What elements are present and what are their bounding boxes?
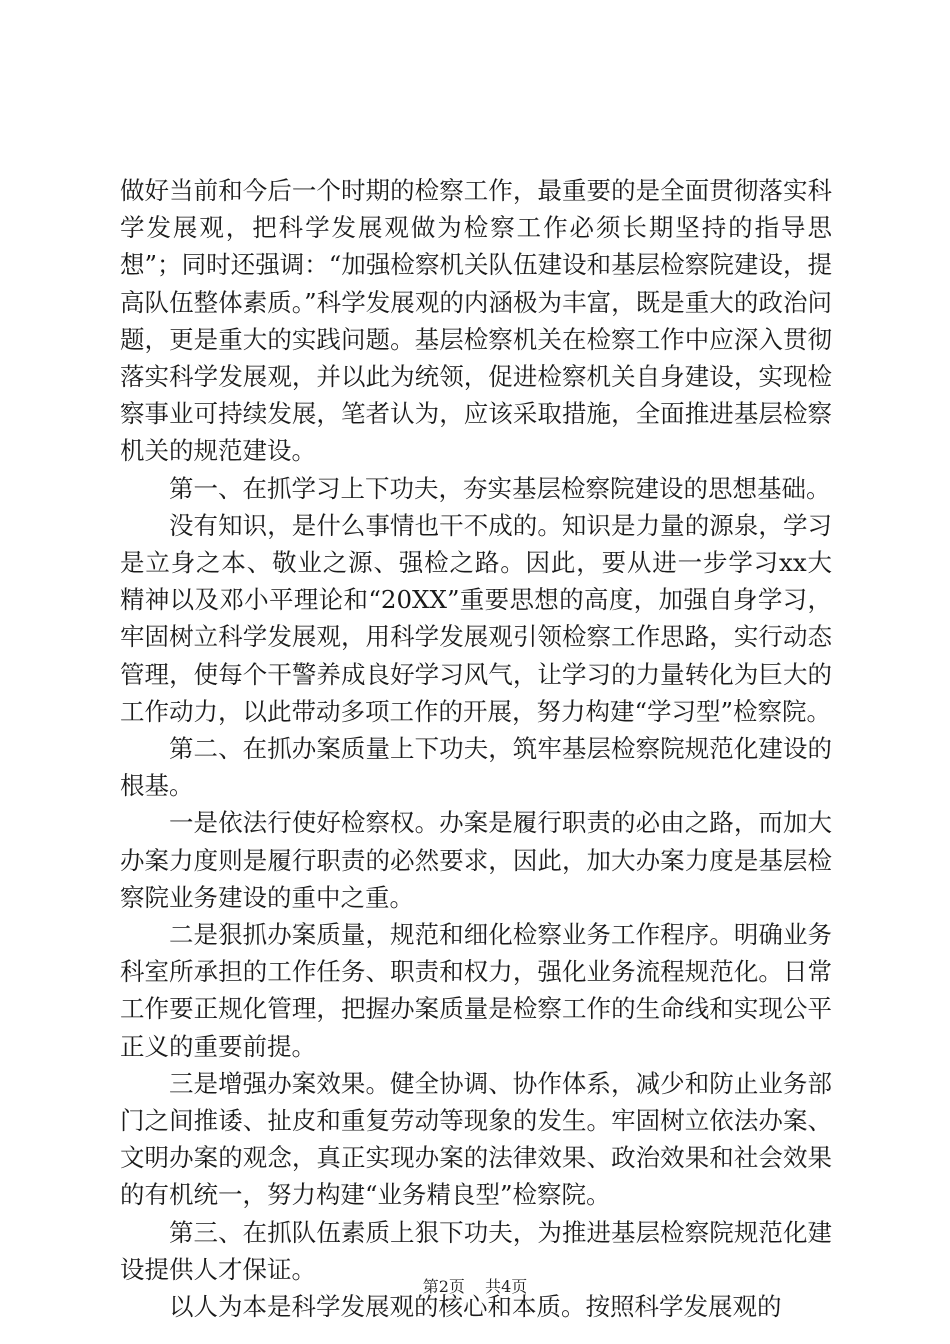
paragraph-4: 二是狠抓办案质量，规范和细化检察业务工作程序。明确业务科室所承担的工作任务、职责和权力，强化业务流程规范化。日常工作要正规化管理，把握办案质量是检察工作的生命线和实现公平正义的重要前提。 — [120, 920, 832, 1061]
paragraph-2: 没有知识，是什么事情也干不成的。知识是力量的源泉，学习是立身之本、敬业之源、强检之路。因此，要从进一步学习xx大精神以及邓小平理论和“20XX”重要思想的高度，加强自身学习，牢固树立科学发展观，用科学发展观引领检察工作思路，实行动态管理，使每个干警养成良好学习风气，让学习的力量转化为巨大的工作动力，以此带动多项工作的开展，努力构建“学习型”检察院。 — [120, 510, 832, 726]
section-heading-2: 第二、在抓办案质量上下功夫，筑牢基层检察院规范化建设的根基。 — [120, 734, 832, 801]
total-pages: 共4页 — [485, 1277, 528, 1296]
section-heading-3: 第三、在抓队伍素质上狠下功夫，为推进基层检察院规范化建设提供人才保证。 — [120, 1217, 832, 1284]
section-heading-1: 第一、在抓学习上下功夫，夯实基层检察院建设的思想基础。 — [169, 473, 831, 503]
paragraph-1: 做好当前和今后一个时期的检察工作，最重要的是全面贯彻落实科学发展观，把科学发展观做为检察工作必须长期坚持的指导思想”；同时还强调：“加强检察机关队伍建设和基层检察院建设，提高队伍整体素质。”科学发展观的内涵极为丰富，既是重大的政治问题，更是重大的实践问题。基层检察机关在检察工作中应深入贯彻落实科学发展观，并以此为统领，促进检察机关自身建设，实现检察事业可持续发展，笔者认为，应该采取措施，全面推进基层检察机关的规范建设。 — [120, 176, 832, 466]
paragraph-5: 三是增强办案效果。健全协调、协作体系，减少和防止业务部门之间推诿、扯皮和重复劳动等现象的发生。牢固树立依法办案、文明办案的观念，真正实现办案的法律效果、政治效果和社会效果的有机统一，努力构建“业务精良型”检察院。 — [120, 1068, 832, 1210]
page-number: 第2页 — [422, 1277, 465, 1296]
document-body — [120, 172, 832, 1325]
page-footer — [0, 1274, 950, 1297]
paragraph-6: 以人为本是科学发展观的核心和本质。按照科学发展观的 — [169, 1292, 782, 1322]
paragraph-3: 一是依法行使好检察权。办案是履行职责的必由之路，而加大办案力度则是履行职责的必然要求，因此，加大办案力度是基层检察院业务建设的重中之重。 — [120, 808, 832, 912]
